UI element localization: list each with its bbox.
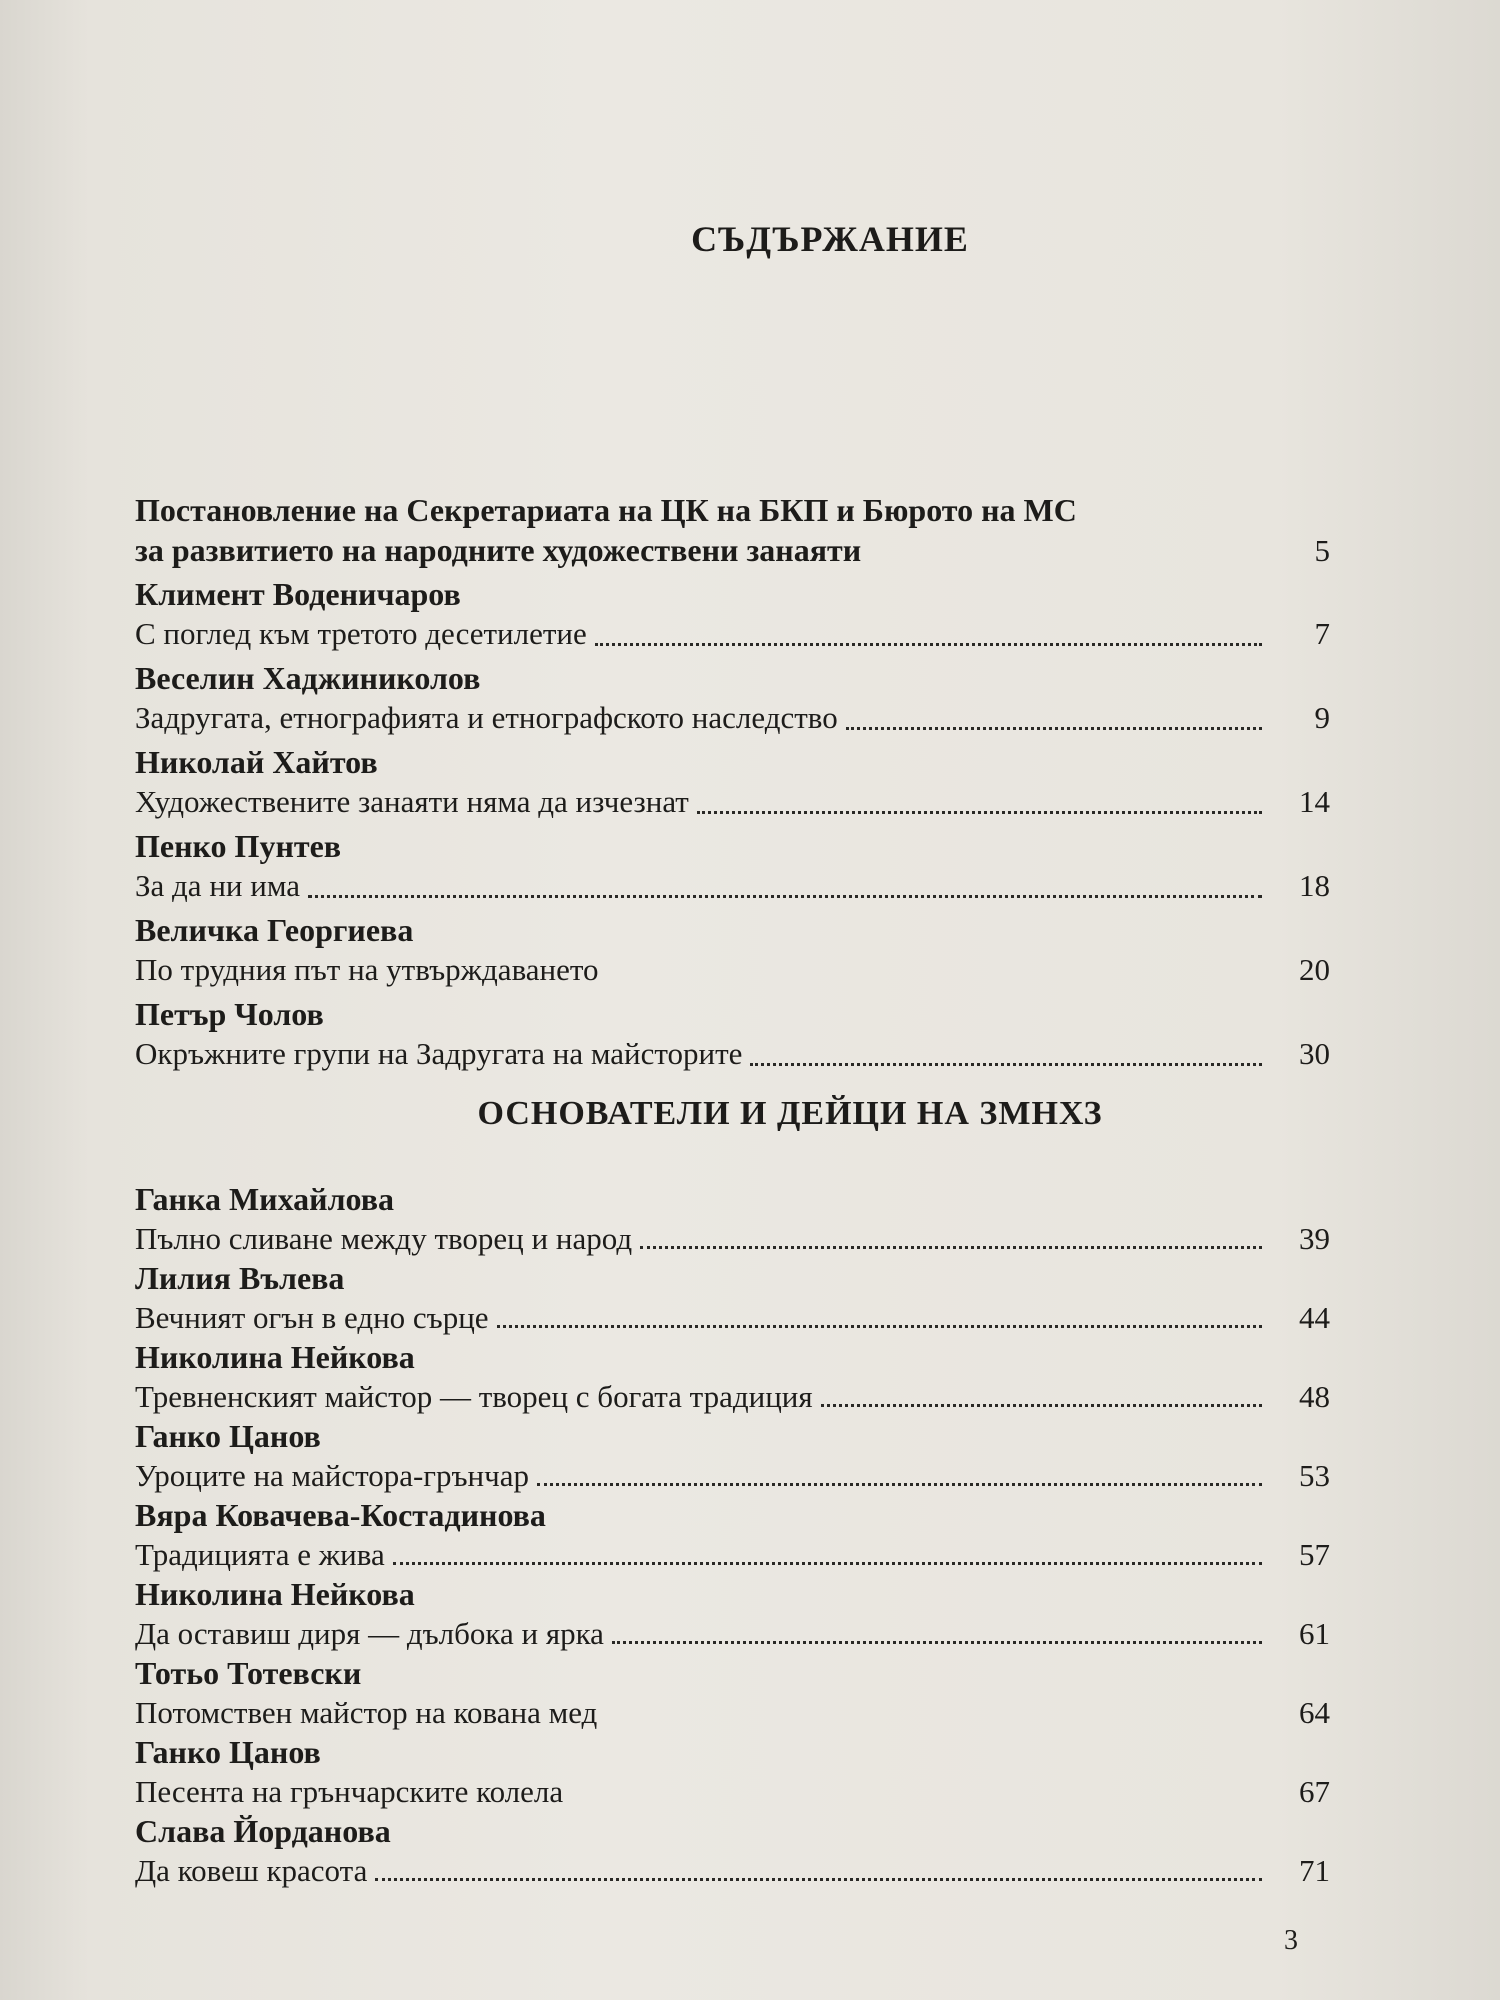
toc-part-2 xyxy=(135,1180,1330,1891)
entry-title: Окръжните групи на Задругата на майсторите xyxy=(135,1036,743,1071)
page-number: 61 xyxy=(1299,1616,1330,1651)
toc-intro-entry xyxy=(135,490,1330,572)
entry-title: Уроците на майстора-грънчар xyxy=(135,1458,529,1493)
toc-entry xyxy=(135,658,1330,740)
entry-title: Пълно сливане между творец и народ xyxy=(135,1221,633,1256)
dot-leader xyxy=(393,1561,1262,1565)
toc-entry xyxy=(135,1575,1330,1654)
page-number: 9 xyxy=(1314,700,1330,735)
entry-author: Лилия Вълева xyxy=(135,1260,345,1296)
toc-entry xyxy=(135,1417,1330,1496)
dot-leader xyxy=(697,810,1262,814)
toc-entry xyxy=(135,1496,1330,1575)
dot-leader xyxy=(640,1245,1262,1249)
toc-entry xyxy=(135,826,1330,908)
entry-author: Петър Чолов xyxy=(135,996,324,1032)
dot-leader xyxy=(821,1403,1262,1407)
entry-author: Тотьо Тотевски xyxy=(135,1655,362,1691)
entry-author: Ганка Михайлова xyxy=(135,1181,395,1217)
entry-title: Задругата, етнографията и етнографското наследство xyxy=(135,700,838,735)
page-number: 44 xyxy=(1299,1300,1330,1335)
entry-author: Вяра Ковачева-Костадинова xyxy=(135,1497,546,1533)
page-number: 64 xyxy=(1299,1695,1330,1730)
entry-title: По трудния път на утвърждаването xyxy=(135,952,599,987)
intro-line-2: за развитието на народните художествени занаяти xyxy=(135,532,862,568)
page-number: 53 xyxy=(1299,1458,1330,1493)
entry-title: За да ни има xyxy=(135,868,301,903)
toc-entry xyxy=(135,994,1330,1076)
section-title: ОСНОВАТЕЛИ И ДЕЙЦИ НА ЗМНХЗ xyxy=(477,1095,1103,1132)
toc-entry xyxy=(135,1812,1330,1891)
entry-author: Веселин Хаджиниколов xyxy=(135,660,481,696)
entry-author: Слава Йорданова xyxy=(135,1813,391,1849)
dot-leader xyxy=(750,1062,1262,1066)
page-number: 20 xyxy=(1299,952,1330,987)
dot-leader xyxy=(308,894,1262,898)
entry-author: Николина Нейкова xyxy=(135,1576,415,1612)
page-number: 5 xyxy=(1314,533,1330,568)
dot-leader xyxy=(375,1877,1262,1881)
dot-leader xyxy=(846,726,1262,730)
page-number: 67 xyxy=(1299,1774,1330,1809)
entry-author: Климент Воденичаров xyxy=(135,576,461,612)
toc-entry xyxy=(135,1654,1330,1733)
toc-entry xyxy=(135,1733,1330,1812)
dot-leader xyxy=(595,642,1262,646)
dot-leader xyxy=(612,1640,1262,1644)
entry-title: Да ковеш красота xyxy=(135,1853,368,1888)
entry-title: Песента на грънчарските колела xyxy=(135,1774,564,1809)
entry-author: Пенко Пунтев xyxy=(135,828,342,864)
toc-entry xyxy=(135,1338,1330,1417)
page-number: 48 xyxy=(1299,1379,1330,1414)
page-number: 57 xyxy=(1299,1537,1330,1572)
page-title: СЪДЪРЖАНИЕ xyxy=(691,219,969,259)
entry-title: Тревненският майстор — творец с богата традиция xyxy=(135,1379,813,1414)
entry-author: Ганко Цанов xyxy=(135,1734,321,1770)
toc-entry xyxy=(135,742,1330,824)
page-number: 7 xyxy=(1314,616,1330,651)
entry-title: Потомствен майстор на кована мед xyxy=(135,1695,598,1730)
page-number: 14 xyxy=(1299,784,1330,819)
page-number: 18 xyxy=(1299,868,1330,903)
entry-author: Николай Хайтов xyxy=(135,744,378,780)
page-number: 71 xyxy=(1299,1853,1330,1888)
intro-line-1: Постановление на Секретариата на ЦК на БКП и Бюрото на МС xyxy=(135,492,1077,528)
entry-title: Да оставиш диря — дълбока и ярка xyxy=(135,1616,604,1651)
toc-part-1 xyxy=(135,490,1330,1078)
page-folio: 3 xyxy=(1284,1925,1298,1956)
entry-author: Величка Георгиева xyxy=(135,912,414,948)
entry-title: С поглед към третото десетилетие xyxy=(135,616,587,651)
toc-entry xyxy=(135,574,1330,656)
toc-entry xyxy=(135,1180,1330,1259)
page-number: 30 xyxy=(1299,1036,1330,1071)
entry-title: Художествените занаяти няма да изчезнат xyxy=(135,784,689,819)
dot-leader xyxy=(537,1482,1262,1486)
toc-list-2 xyxy=(135,1180,1330,1891)
entry-author: Николина Нейкова xyxy=(135,1339,415,1375)
toc-entry xyxy=(135,1259,1330,1338)
entry-title: Вечният огън в едно сърце xyxy=(135,1300,489,1335)
entry-title: Традицията е жива xyxy=(135,1537,385,1572)
toc-entry xyxy=(135,910,1330,992)
toc-list-1 xyxy=(135,574,1330,1076)
page-number: 39 xyxy=(1299,1221,1330,1256)
dot-leader xyxy=(497,1324,1262,1328)
entry-author: Ганко Цанов xyxy=(135,1418,321,1454)
